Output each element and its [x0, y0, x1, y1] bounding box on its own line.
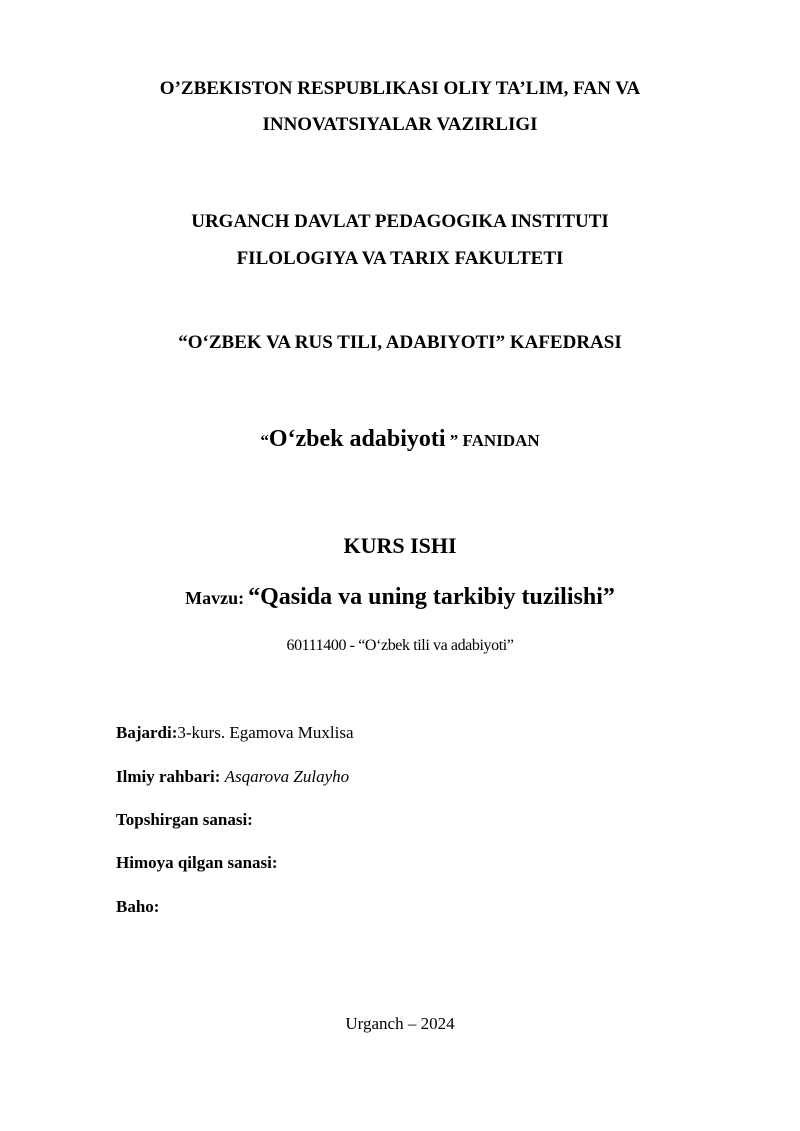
submitted-row	[116, 810, 253, 830]
defended-row	[116, 853, 278, 873]
supervisor-value: Asqarova Zulayho	[224, 767, 350, 786]
topic-line	[0, 584, 800, 611]
subject-suffix: FANIDAN	[458, 431, 540, 450]
ministry-line-2: INNOVATSIYALAR VAZIRLIGI	[262, 114, 538, 135]
supervisor-row	[116, 767, 349, 787]
ministry-line-1: O’ZBEKISTON RESPUBLIKASI OLIY TA’LIM, FAN VA	[159, 78, 641, 99]
performer-row	[116, 723, 354, 743]
subject-close-quote: ”	[445, 431, 459, 450]
grade-row	[116, 897, 159, 917]
city-year: Urganch – 2024	[345, 1014, 455, 1033]
topic-label: Mavzu:	[185, 588, 245, 608]
performer-value: 3-kurs. Egamova Muxlisa	[177, 723, 354, 742]
defended-label: Himoya qilgan sanasi:	[116, 853, 278, 872]
specialty-code: 60111400 - “O‘zbek tili va adabiyoti”	[286, 637, 514, 654]
work-type: KURS ISHI	[343, 533, 457, 558]
subject-open-quote: “	[260, 431, 269, 450]
faculty-name: FILOLOGIYA VA TARIX FAKULTETI	[236, 248, 564, 269]
performer-label: Bajardi:	[116, 723, 178, 742]
institute-name: URGANCH DAVLAT PEDAGOGIKA INSTITUTI	[191, 211, 609, 232]
submitted-label: Topshirgan sanasi:	[116, 810, 253, 829]
department-name: “O‘ZBEK VA RUS TILI, ADABIYOTI” KAFEDRASI	[178, 332, 622, 353]
topic-title: “Qasida va uning tarkibiy tuzilishi”	[248, 584, 615, 610]
supervisor-label: Ilmiy rahbari:	[116, 767, 221, 786]
subject-line	[0, 426, 800, 453]
subject-name: O‘zbek adabiyoti	[268, 426, 446, 452]
grade-label: Baho:	[116, 897, 160, 916]
